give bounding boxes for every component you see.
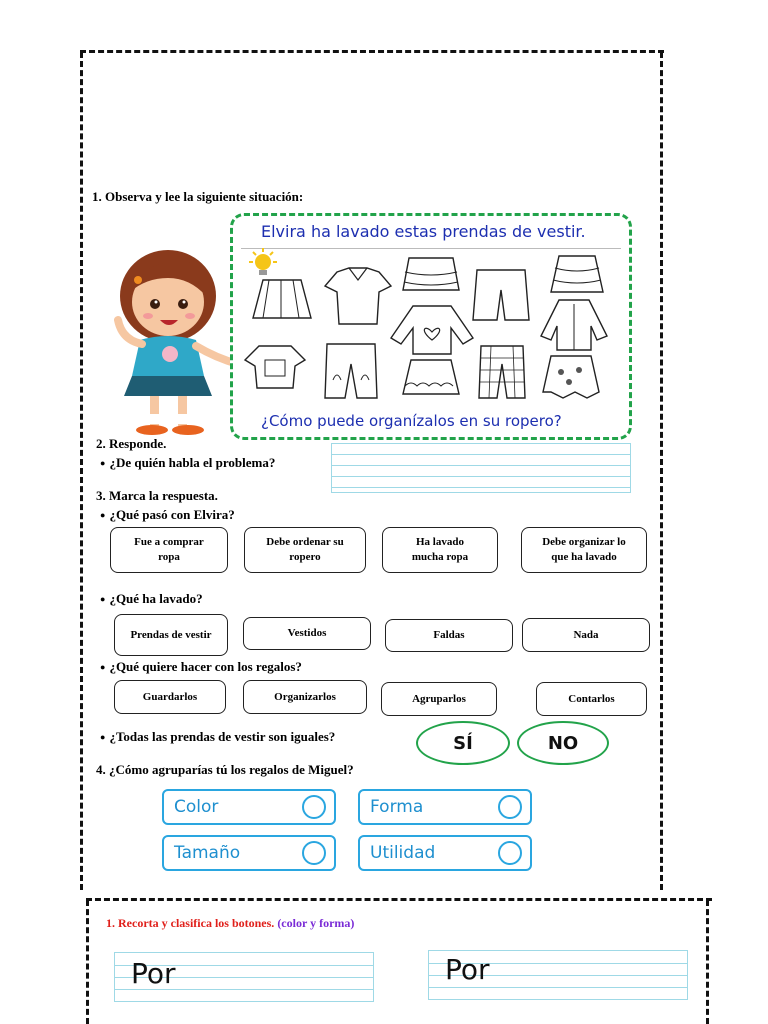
second-page-border-right (706, 900, 709, 1024)
page-border-right (660, 52, 663, 890)
scene-question: ¿Cómo puede organízalos en su ropero? (261, 412, 562, 430)
instruction-purple-text: (color y forma) (277, 916, 355, 930)
radio-circle-icon[interactable] (498, 841, 522, 865)
page-border-top (80, 50, 664, 53)
part2-instruction (106, 916, 354, 931)
option-vestidos[interactable]: Vestidos (243, 617, 371, 650)
choice-label: Tamaño (174, 843, 241, 863)
option-ha-lavado-mucha-ropa[interactable]: Ha lavado mucha ropa (382, 527, 498, 573)
shorts-drawing (471, 266, 531, 326)
option-debe-organizar-lo-que-ha-lavado[interactable]: Debe organizar lo que ha lavado (521, 527, 647, 573)
section4-heading: 4. ¿Cómo agruparías tú los regalos de Miguel? (96, 762, 354, 777)
option-debe-ordenar-su-ropero[interactable]: Debe ordenar su ropero (244, 527, 366, 573)
scene-divider (241, 248, 621, 249)
section3-q3: ● ¿Qué quiere hacer con los regalos? (100, 659, 302, 675)
section2-question: ● ¿De quién habla el problema? (100, 455, 275, 471)
choice-label: Utilidad (370, 843, 436, 863)
answer-writing-lines[interactable] (331, 443, 631, 493)
section3-q1: ● ¿Qué pasó con Elvira? (100, 507, 235, 523)
option-prendas-de-vestir[interactable]: Prendas de vestir (114, 614, 228, 656)
tiered-skirt-drawing (547, 252, 607, 296)
por-label-right: Por (445, 953, 490, 986)
option-guardarlos[interactable]: Guardarlos (114, 680, 226, 714)
lace-skirt-drawing (399, 356, 463, 400)
choice-utilidad[interactable] (358, 835, 532, 871)
no-button[interactable]: NO (517, 721, 609, 765)
option-faldas[interactable]: Faldas (385, 619, 513, 652)
option-contarlos[interactable]: Contarlos (536, 682, 647, 716)
second-page-border-left (86, 900, 89, 1024)
choice-label: Forma (370, 797, 424, 817)
radio-circle-icon[interactable] (302, 795, 326, 819)
instruction-red-text: 1. Recorta y clasifica los botones. (106, 916, 275, 930)
second-page-border-top (86, 898, 712, 901)
section2-heading: 2. Responde. (96, 436, 167, 451)
skirt-drawing (249, 274, 315, 326)
section1-heading: 1. Observa y lee la siguiente situación: (92, 189, 304, 204)
choice-forma[interactable] (358, 789, 532, 825)
clothes-scene (230, 213, 632, 440)
option-fue-a-comprar-ropa[interactable]: Fue a comprar ropa (110, 527, 228, 573)
scene-title: Elvira ha lavado estas prendas de vestir. (261, 222, 586, 241)
option-nada[interactable]: Nada (522, 618, 650, 652)
section3-heading: 3. Marca la respuesta. (96, 488, 218, 503)
por-writing-box-right[interactable] (428, 950, 688, 1000)
tshirt-drawing (243, 342, 307, 392)
por-label-left: Por (131, 957, 176, 990)
girl-illustration (92, 244, 242, 440)
radio-circle-icon[interactable] (498, 795, 522, 819)
por-writing-box-left[interactable] (114, 952, 374, 1002)
choice-label: Color (174, 797, 219, 817)
dotted-skirt-drawing (539, 352, 603, 402)
plaid-pants-drawing (477, 342, 527, 402)
heart-sweater-drawing (389, 302, 475, 356)
yes-button[interactable]: SÍ (416, 721, 510, 765)
section3-q2: ● ¿Qué ha lavado? (100, 591, 203, 607)
option-agruparlos[interactable]: Agruparlos (381, 682, 497, 716)
choice-color[interactable] (162, 789, 336, 825)
radio-circle-icon[interactable] (302, 841, 326, 865)
polo-shirt-drawing (323, 266, 393, 326)
ruffled-skirt-drawing (399, 254, 463, 294)
page-border-left (80, 52, 83, 890)
cardigan-drawing (539, 296, 609, 352)
section3-q4: ● ¿Todas las prendas de vestir son iguales? (100, 729, 335, 745)
option-organizarlos[interactable]: Organizarlos (243, 680, 367, 714)
patterned-pants-drawing (321, 340, 381, 402)
choice-tamano[interactable] (162, 835, 336, 871)
